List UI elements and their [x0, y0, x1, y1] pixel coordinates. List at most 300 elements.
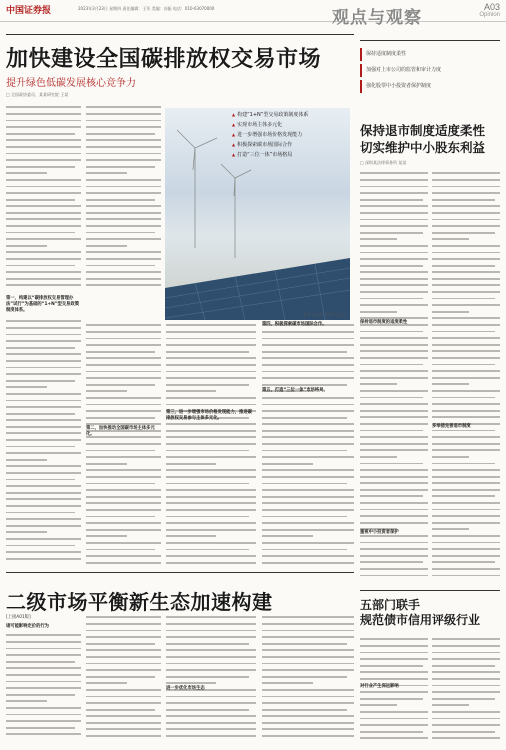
- text-line: [360, 256, 428, 263]
- text-line: [432, 308, 500, 315]
- text-line: [6, 503, 81, 510]
- text-line: [166, 713, 256, 720]
- text-line: [86, 177, 161, 184]
- text-line: [262, 526, 354, 533]
- text-line: [6, 410, 81, 417]
- text-line: [360, 709, 428, 716]
- text-line: [262, 460, 354, 467]
- text-line: [262, 401, 354, 408]
- lead-subhead-5: 第五，打造“三位一体”市场格局。: [262, 388, 328, 393]
- text-line: [262, 414, 354, 421]
- issue-date: 2023年3月23日 星期四 责任编辑：王军 美编：苏振 电话：010-63070000: [78, 6, 215, 11]
- text-line: [262, 342, 354, 349]
- text-line: [166, 667, 256, 674]
- text-line: [262, 329, 354, 336]
- divider-middle: [6, 572, 354, 573]
- text-line: [86, 381, 161, 388]
- text-line: [262, 335, 354, 342]
- text-line: [86, 559, 161, 566]
- bottom-body-col1: [6, 632, 81, 744]
- lead-body-col1b: [6, 318, 81, 568]
- text-line: [166, 368, 256, 375]
- text-line: [360, 460, 428, 467]
- text-line: [86, 667, 161, 674]
- text-line: [86, 726, 161, 733]
- text-line: [262, 421, 354, 428]
- text-line: [6, 384, 81, 391]
- text-line: [6, 456, 81, 463]
- bottom-right-body-col2: [432, 636, 500, 744]
- right-headline-line1: 保持退市制度适度柔性: [360, 123, 486, 138]
- text-line: [432, 414, 500, 421]
- text-line: [432, 493, 500, 500]
- text-line: [432, 236, 500, 243]
- text-line: [360, 236, 428, 243]
- text-line: [262, 640, 354, 647]
- text-line: [166, 706, 256, 713]
- text-line: [86, 130, 161, 137]
- text-line: [6, 377, 81, 384]
- lead-body-col2: [86, 104, 161, 294]
- text-line: [432, 676, 500, 683]
- text-line: [432, 500, 500, 507]
- text-line: [166, 454, 256, 461]
- text-line: [432, 315, 500, 322]
- text-line: [262, 507, 354, 514]
- text-line: [432, 709, 500, 716]
- text-line: [166, 500, 256, 507]
- text-line: [166, 480, 256, 487]
- text-line: [360, 702, 428, 709]
- text-line: [86, 507, 161, 514]
- text-line: [86, 680, 161, 687]
- photo-caption: 新华社图片 制图/王某某: [303, 312, 346, 317]
- text-line: [86, 553, 161, 560]
- text-line: [360, 308, 428, 315]
- text-line: [432, 460, 500, 467]
- text-line: [86, 342, 161, 349]
- lead-subhead-4: 第四，积极探索碳市场国际合作。: [262, 322, 327, 327]
- page-number: A03: [483, 2, 500, 12]
- text-line: [360, 243, 428, 250]
- text-line: [262, 381, 354, 388]
- text-line: [262, 673, 354, 680]
- text-line: [86, 275, 161, 282]
- section-title: 观点与观察: [332, 8, 422, 28]
- text-line: [166, 640, 256, 647]
- text-line: [432, 480, 500, 487]
- text-line: [86, 693, 161, 700]
- text-line: [360, 480, 428, 487]
- text-line: [360, 500, 428, 507]
- text-line: [166, 322, 256, 329]
- text-line: [432, 183, 500, 190]
- text-line: [432, 722, 500, 729]
- text-line: [6, 645, 81, 652]
- text-line: [6, 282, 81, 289]
- text-line: [262, 546, 354, 553]
- text-line: [86, 335, 161, 342]
- bottom-subhead-2: 进一步优化市场生态: [166, 686, 205, 691]
- text-line: [262, 474, 354, 481]
- text-line: [6, 338, 81, 345]
- text-line: [166, 335, 256, 342]
- text-line: [6, 652, 81, 659]
- bottom-right-headline-line2: 规范债市信用评级行业: [360, 613, 481, 627]
- text-line: [166, 627, 256, 634]
- text-line: [432, 302, 500, 309]
- text-line: [360, 656, 428, 663]
- text-line: [360, 473, 428, 480]
- text-line: [6, 522, 81, 529]
- text-line: [86, 500, 161, 507]
- text-line: [86, 441, 161, 448]
- text-line: [6, 509, 81, 516]
- text-line: [432, 546, 500, 553]
- text-line: [360, 467, 428, 474]
- text-line: [6, 549, 81, 556]
- right-byline: □ 深圳某法律事务所 某某: [360, 160, 407, 165]
- summary-item: 强化股票中小投资者保护制度: [360, 80, 500, 93]
- text-line: [86, 640, 161, 647]
- text-line: [86, 163, 161, 170]
- text-line: [360, 348, 428, 355]
- text-line: [262, 487, 354, 494]
- lead-subhead-3: 第三，进一步增强市场价格发现能力，推进碳排放权交易参与主体多元化。: [166, 410, 252, 421]
- text-line: [432, 289, 500, 296]
- text-line: [262, 687, 354, 694]
- divider-right-top: [360, 40, 500, 41]
- text-line: [262, 693, 354, 700]
- text-line: [432, 394, 500, 401]
- text-line: [86, 706, 161, 713]
- text-line: [262, 726, 354, 733]
- text-line: [432, 669, 500, 676]
- text-line: [360, 695, 428, 702]
- text-line: [360, 519, 428, 526]
- text-line: [432, 295, 500, 302]
- text-line: [432, 533, 500, 540]
- key-point: ▲ 打造“三位一体”市场格局: [232, 150, 348, 160]
- text-line: [360, 440, 428, 447]
- text-line: [262, 362, 354, 369]
- text-line: [432, 177, 500, 184]
- text-line: [262, 720, 354, 727]
- text-line: [86, 262, 161, 269]
- text-line: [166, 559, 256, 566]
- text-line: [262, 533, 354, 540]
- text-line: [6, 639, 81, 646]
- text-line: [86, 720, 161, 727]
- text-line: [432, 170, 500, 177]
- text-line: [360, 203, 428, 210]
- text-line: [86, 203, 161, 210]
- text-line: [6, 404, 81, 411]
- text-line: [166, 720, 256, 727]
- text-line: [166, 388, 256, 395]
- text-line: [86, 447, 161, 454]
- text-line: [6, 256, 81, 263]
- text-line: [86, 388, 161, 395]
- text-line: [360, 447, 428, 454]
- text-line: [6, 157, 81, 164]
- text-line: [86, 540, 161, 547]
- text-line: [6, 358, 81, 365]
- text-line: [86, 111, 161, 118]
- text-line: [262, 634, 354, 641]
- text-line: [86, 157, 161, 164]
- text-line: [262, 375, 354, 382]
- text-line: [86, 282, 161, 289]
- text-line: [360, 355, 428, 362]
- masthead: [0, 0, 506, 28]
- text-line: [360, 559, 428, 566]
- text-line: [360, 223, 428, 230]
- text-line: [432, 473, 500, 480]
- text-line: [86, 150, 161, 157]
- key-point: ▲ 进一步增强市场价格发现能力: [232, 130, 348, 140]
- text-line: [262, 647, 354, 654]
- text-line: [262, 520, 354, 527]
- text-line: [262, 654, 354, 661]
- bottom-right-headline-line1: 五部门联手: [360, 598, 421, 612]
- text-line: [6, 724, 81, 731]
- text-line: [6, 262, 81, 269]
- text-line: [432, 656, 500, 663]
- right-headline-line2: 切实维护中小股东利益: [360, 140, 486, 155]
- text-line: [360, 170, 428, 177]
- text-line: [86, 355, 161, 362]
- text-line: [432, 196, 500, 203]
- text-line: [86, 170, 161, 177]
- text-line: [86, 408, 161, 415]
- text-line: [166, 700, 256, 707]
- text-line: [86, 687, 161, 694]
- text-line: [432, 282, 500, 289]
- text-line: [86, 546, 161, 553]
- text-line: [86, 520, 161, 527]
- text-line: [360, 216, 428, 223]
- text-line: [86, 104, 161, 111]
- text-line: [360, 341, 428, 348]
- text-line: [86, 196, 161, 203]
- text-line: [86, 210, 161, 217]
- text-line: [166, 647, 256, 654]
- bottom-right-subhead: 对行业产生深远影响: [360, 684, 399, 689]
- text-line: [6, 236, 81, 243]
- lead-subhead-2: 第二，加快推动全国碳市场主体多元化。: [86, 426, 155, 437]
- text-line: [262, 513, 354, 520]
- text-line: [432, 335, 500, 342]
- text-line: [86, 216, 161, 223]
- text-line: [360, 388, 428, 395]
- text-line: [262, 447, 354, 454]
- text-line: [360, 728, 428, 735]
- text-line: [86, 236, 161, 243]
- text-line: [166, 342, 256, 349]
- text-line: [166, 507, 256, 514]
- text-line: [166, 513, 256, 520]
- text-line: [432, 216, 500, 223]
- text-line: [432, 519, 500, 526]
- text-line: [86, 362, 161, 369]
- text-line: [432, 539, 500, 546]
- text-line: [86, 183, 161, 190]
- text-line: [86, 395, 161, 402]
- text-line: [360, 210, 428, 217]
- text-line: [6, 489, 81, 496]
- text-line: [360, 262, 428, 269]
- bottom-right-headline: [360, 598, 480, 628]
- text-line: [166, 381, 256, 388]
- text-line: [86, 144, 161, 151]
- text-line: [86, 348, 161, 355]
- text-line: [6, 196, 81, 203]
- text-line: [6, 685, 81, 692]
- text-line: [6, 144, 81, 151]
- text-line: [262, 348, 354, 355]
- text-line: [86, 474, 161, 481]
- text-line: [360, 407, 428, 414]
- text-line: [86, 634, 161, 641]
- text-line: [166, 329, 256, 336]
- text-line: [262, 500, 354, 507]
- text-line: [262, 614, 354, 621]
- text-line: [262, 559, 354, 566]
- text-line: [6, 269, 81, 276]
- text-line: [432, 702, 500, 709]
- text-line: [360, 539, 428, 546]
- text-line: [360, 636, 428, 643]
- text-line: [166, 553, 256, 560]
- text-line: [166, 467, 256, 474]
- text-line: [6, 555, 81, 562]
- text-line: [432, 262, 500, 269]
- text-line: [432, 715, 500, 722]
- text-line: [6, 542, 81, 549]
- text-line: [6, 190, 81, 197]
- text-line: [6, 111, 81, 118]
- text-line: [6, 476, 81, 483]
- text-line: [262, 434, 354, 441]
- text-line: [432, 381, 500, 388]
- text-line: [86, 322, 161, 329]
- text-line: [166, 362, 256, 369]
- text-line: [360, 401, 428, 408]
- continued-from-tag: [上接A01版]: [6, 615, 31, 620]
- text-line: [166, 401, 256, 408]
- text-line: [86, 713, 161, 720]
- text-line: [6, 397, 81, 404]
- text-line: [360, 506, 428, 513]
- text-line: [432, 256, 500, 263]
- text-line: [432, 407, 500, 414]
- text-line: [86, 329, 161, 336]
- text-line: [262, 454, 354, 461]
- text-line: [166, 614, 256, 621]
- text-line: [360, 381, 428, 388]
- text-line: [432, 643, 500, 650]
- text-line: [86, 627, 161, 634]
- text-line: [86, 647, 161, 654]
- text-line: [166, 428, 256, 435]
- text-line: [432, 662, 500, 669]
- text-line: [86, 229, 161, 236]
- text-line: [432, 190, 500, 197]
- text-line: [6, 731, 81, 738]
- text-line: [6, 417, 81, 424]
- bottom-body-col2: [86, 614, 161, 744]
- text-line: [6, 170, 81, 177]
- text-line: [262, 441, 354, 448]
- text-line: [262, 713, 354, 720]
- text-line: [166, 348, 256, 355]
- right-summary-box: [360, 48, 500, 118]
- text-line: [262, 480, 354, 487]
- text-line: [166, 460, 256, 467]
- text-line: [360, 715, 428, 722]
- text-line: [432, 434, 500, 441]
- text-line: [6, 443, 81, 450]
- text-line: [166, 673, 256, 680]
- text-line: [360, 276, 428, 283]
- text-line: [6, 325, 81, 332]
- text-line: [86, 137, 161, 144]
- text-line: [432, 566, 500, 573]
- text-line: [432, 526, 500, 533]
- text-line: [166, 693, 256, 700]
- text-line: [86, 673, 161, 680]
- text-line: [360, 649, 428, 656]
- text-line: [360, 394, 428, 401]
- text-line: [166, 533, 256, 540]
- right-subhead-1: 保持退市制度的适度柔性: [360, 320, 408, 325]
- right-headline: [360, 122, 485, 156]
- right-subhead-3: 重视中小投资者保护: [360, 530, 399, 535]
- bottom-right-body-col1: [360, 636, 428, 744]
- text-line: [360, 487, 428, 494]
- text-line: [86, 660, 161, 667]
- text-line: [6, 104, 81, 111]
- text-line: [6, 430, 81, 437]
- text-line: [166, 526, 256, 533]
- right-body-col2: [432, 170, 500, 582]
- text-line: [432, 572, 500, 579]
- text-line: [432, 401, 500, 408]
- text-line: [86, 242, 161, 249]
- text-line: [262, 667, 354, 674]
- lead-subhead-1: 第一，构建以“碳排放权交易管理办法”试行”为基础的“1+N”型交易政策制度体系。: [6, 296, 80, 313]
- text-line: [6, 137, 81, 144]
- bottom-body-col3: [166, 614, 256, 744]
- text-line: [6, 391, 81, 398]
- text-line: [360, 566, 428, 573]
- text-line: [432, 506, 500, 513]
- text-line: [432, 361, 500, 368]
- text-line: [432, 735, 500, 742]
- text-line: [166, 540, 256, 547]
- text-line: [360, 676, 428, 683]
- text-line: [6, 203, 81, 210]
- text-line: [432, 467, 500, 474]
- text-line: [166, 493, 256, 500]
- text-line: [432, 243, 500, 250]
- text-line: [86, 190, 161, 197]
- text-line: [432, 649, 500, 656]
- text-line: [6, 516, 81, 523]
- text-line: [432, 559, 500, 566]
- text-line: [166, 434, 256, 441]
